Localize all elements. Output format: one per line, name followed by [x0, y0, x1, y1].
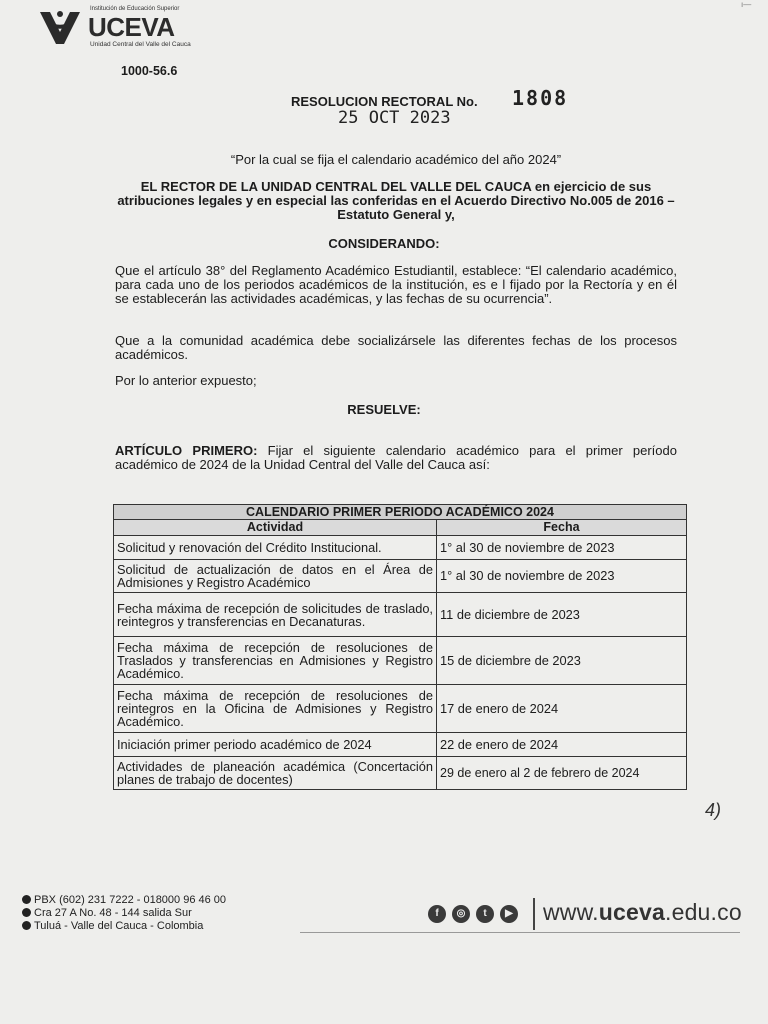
- paragraph-expuesto: Por lo anterior expuesto;: [115, 373, 257, 388]
- table-row: [114, 733, 687, 757]
- rector-preamble: EL RECTOR DE LA UNIDAD CENTRAL DEL VALLE DEL CAUCA en ejercicio de sus atribuciones legales y en especial las conferidas en el Acuerdo Directivo No.005 de 2016 – Estatuto General y,: [117, 179, 675, 222]
- footer-contact: [22, 894, 226, 933]
- corner-mark: ı—: [741, 0, 752, 9]
- footer-address-row: [22, 907, 226, 920]
- uceva-logo: [36, 4, 206, 50]
- date-cell: 15 de diciembre de 2023: [437, 637, 687, 685]
- activity-cell: Actividades de planeación académica (Concertación planes de trabajo de docentes): [114, 757, 437, 790]
- logo-subtitle-text: Unidad Central del Valle del Cauca: [90, 41, 191, 48]
- article-text: Fijar el siguiente calendario académico para el primer período académico de 2024 de la Unidad Central del Valle del Cauca así:: [115, 443, 677, 472]
- youtube-icon[interactable]: ▶: [500, 905, 518, 923]
- footer-address: Cra 27 A No. 48 - 144 salida Sur: [34, 907, 192, 919]
- article-label: ARTÍCULO PRIMERO:: [115, 443, 258, 458]
- footer-phone: PBX (602) 231 7222 - 018000 96 46 00: [34, 894, 227, 906]
- footer-city-row: [22, 920, 226, 933]
- date-cell: 17 de enero de 2024: [437, 685, 687, 733]
- logo-institution-text: Institución de Educación Superior: [90, 6, 180, 12]
- paragraph-community: Que a la comunidad académica debe socializársele las diferentes fechas de los procesos académicos.: [115, 333, 677, 362]
- activity-cell: Solicitud de actualización de datos en el Área de Admisiones y Registro Académico: [114, 560, 437, 593]
- footer-phone-row: [22, 894, 226, 907]
- activity-cell: Iniciación primer periodo académico de 2024: [114, 733, 437, 757]
- location-icon: [22, 908, 31, 917]
- website-suffix: .edu.co: [664, 899, 742, 925]
- resolution-label: RESOLUCION RECTORAL No.: [291, 94, 478, 109]
- logo-brand-text: UCEVA: [88, 12, 175, 42]
- paragraph-article-38: Que el artículo 38° del Reglamento Académico Estudiantil, establece: “El calendario académico, para cada uno de los periodos académicos de la institución, es e l fijado por la Rectoría y en él se establecerán las actividades académicas, y las fechas de su ocurrencia”.: [115, 263, 677, 306]
- instagram-icon[interactable]: ◎: [452, 905, 470, 923]
- resolution-date-stamp: 25 OCT 2023: [338, 108, 451, 128]
- phone-icon: [22, 895, 31, 904]
- activity-cell: Fecha máxima de recepción de solicitudes de traslado, reintegros y transferencias en Decanaturas.: [114, 593, 437, 637]
- activity-cell: Fecha máxima de recepción de resoluciones de reintegros en la Oficina de Admisiones y Registro Académico.: [114, 685, 437, 733]
- column-header-activity: Actividad: [114, 520, 437, 536]
- activity-cell: Solicitud y renovación del Crédito Institucional.: [114, 536, 437, 560]
- website-link[interactable]: [543, 899, 742, 926]
- uceva-logo-icon: [36, 4, 84, 48]
- footer-city: Tuluá - Valle del Cauca - Colombia: [34, 920, 204, 932]
- date-cell: 11 de diciembre de 2023: [437, 593, 687, 637]
- document-code: 1000-56.6: [121, 64, 178, 78]
- pin-icon: [22, 921, 31, 930]
- twitter-icon[interactable]: t: [476, 905, 494, 923]
- resolution-number: 1808: [512, 86, 569, 110]
- initials-signature: 4): [705, 800, 722, 820]
- date-cell: 22 de enero de 2024: [437, 733, 687, 757]
- considerando-heading: CONSIDERANDO:: [328, 236, 440, 251]
- footer-rule: [300, 932, 740, 933]
- academic-calendar-table: [113, 504, 687, 790]
- website-brand: uceva: [598, 899, 665, 925]
- table-title: CALENDARIO PRIMER PERIODO ACADÉMICO 2024: [114, 505, 687, 520]
- table-title-row: [114, 505, 687, 520]
- table-row: [114, 685, 687, 733]
- footer-divider: [533, 898, 535, 930]
- resolution-subject: “Por la cual se fija el calendario académico del año 2024”: [230, 152, 562, 167]
- article-primero: [115, 444, 677, 472]
- date-cell: 1° al 30 de noviembre de 2023: [437, 536, 687, 560]
- table-header-row: [114, 520, 687, 536]
- table-row: [114, 593, 687, 637]
- date-cell: 1° al 30 de noviembre de 2023: [437, 560, 687, 593]
- column-header-date: Fecha: [437, 520, 687, 536]
- table-row: [114, 536, 687, 560]
- facebook-icon[interactable]: f: [428, 905, 446, 923]
- date-cell: 29 de enero al 2 de febrero de 2024: [437, 757, 687, 790]
- website-prefix: www.: [543, 899, 599, 925]
- table-row: [114, 637, 687, 685]
- activity-cell: Fecha máxima de recepción de resoluciones de Traslados y transferencias en Admisiones y Registro Académico.: [114, 637, 437, 685]
- table-row: [114, 757, 687, 790]
- resuelve-heading: RESUELVE:: [347, 402, 421, 417]
- table-row: [114, 560, 687, 593]
